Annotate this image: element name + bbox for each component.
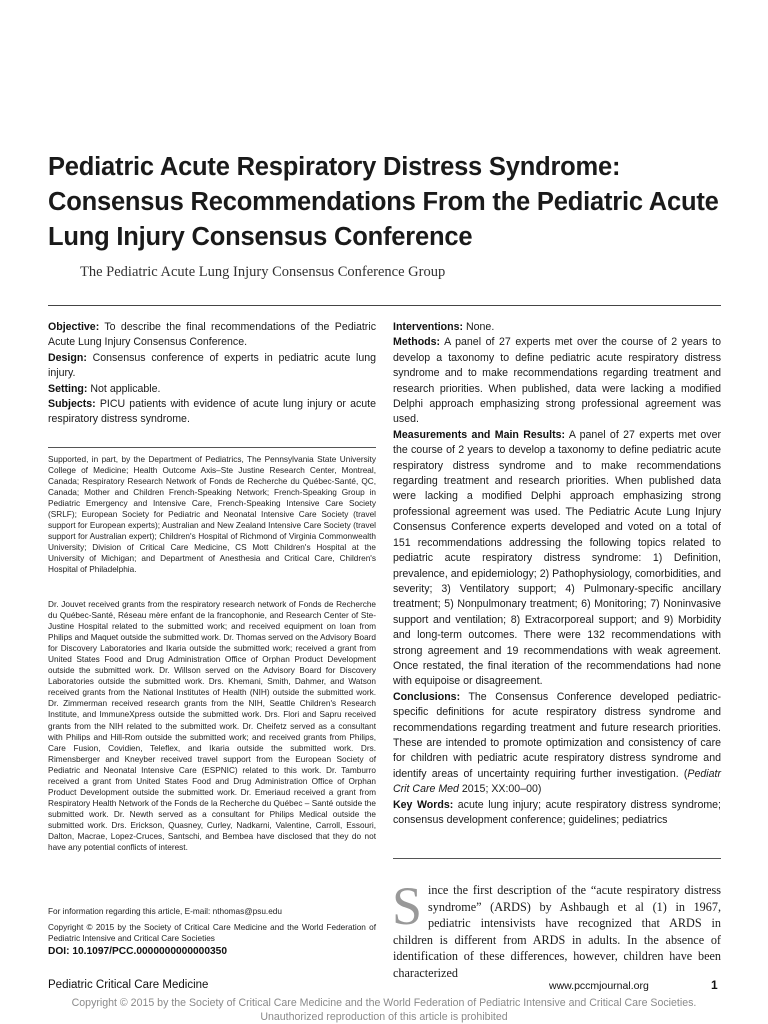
keywords-text: acute lung injury; acute respiratory distress syndrome; consensus development conference; guidelines; pediatrics: [393, 798, 722, 826]
objective-label: Objective:: [48, 321, 100, 333]
methods-label: Methods:: [393, 336, 441, 349]
copyright-notice-line-2: Unauthorized reproduction of this article is prohibited: [260, 1011, 508, 1023]
citation-details: 2015; XX:00–00): [458, 783, 542, 796]
setting-text: Not applicable.: [90, 382, 161, 395]
conclusions-text: The Consensus Conference developed pediatric-specific definitions for acute respiratory distress syndrome and recommendations regarding treatment and future research priorities. These are intended to promote optimization and consistency of care for children with pediatric acute respiratory distress syndrome and identify areas of uncertainty requiring further investigation.: [393, 690, 721, 780]
contact-text: For information regarding this article, E-mail: nthomas@psu.edu: [48, 907, 282, 916]
keywords-label: Key Words:: [393, 798, 454, 811]
drop-cap: S: [392, 876, 423, 936]
citation-journal: Pediatr Crit Care Med: [393, 767, 721, 796]
author-group: The Pediatric Acute Lung Injury Consensus Conference Group: [80, 264, 446, 280]
abstract-subjects: [48, 397, 376, 428]
setting-label: Setting:: [48, 382, 88, 395]
introduction-paragraph: [392, 876, 721, 982]
abstract-interventions: [393, 320, 721, 335]
right-column-divider: [393, 858, 721, 859]
subjects-text: PICU patients with evidence of acute lung injury or acute respiratory distress syndrome.: [48, 398, 376, 426]
conclusions-label: Conclusions:: [393, 690, 461, 703]
interventions-label: Interventions:: [393, 321, 464, 333]
footer-journal-name: Pediatric Critical Care Medicine: [48, 979, 209, 991]
abstract-conclusions: Conclusions: The Consensus Conference developed pediatric-specific definitions for acute respiratory distress syndrome and recommendations regarding treatment and future research priorities. These are intended to promote optimization and consistency of care for children with pediatric acute respiratory distress syndrome and identify areas of uncertainty requiring further investigation. (Pediatr Crit Care Med 2015; XX:00–00): [393, 690, 721, 796]
objective-text: To describe the final recommendations of the Pediatric Acute Lung Injury Consensus Conference.: [48, 321, 376, 349]
funding-statement: [48, 454, 376, 576]
doi: DOI: 10.1097/PCC.0000000000000350: [48, 946, 227, 957]
article-title: Pediatric Acute Respiratory Distress Syndrome: Consensus Recommendations From the Pediatric Acute Lung Injury Consensus Conference: [48, 153, 719, 251]
abstract-results: [393, 428, 721, 690]
copyright-text: Copyright © 2015 by the Society of Critical Care Medicine and the World Federation of Pediatric Intensive and Critical Care Societies: [48, 923, 376, 944]
results-text: A panel of 27 experts met over the course of 2 years to develop a taxonomy to define pediatric acute respiratory distress syndrome and to make recommendations regarding treatment and research priorities. When published data were lacking a modified Delphi approach emphasizing strong professional agreement was used. The Pediatric Acute Lung Injury Consensus Conference experts developed and voted on a total of 151 recommendations addressing the following topics related to pediatric acute respiratory distress syndrome: 1) Definition, prevalence, and epidemiology; 2) Pathophysiology, comorbidities, and severity; 3) Ventilatory support; 4) Pulmonary-specific ancillary treatment; 5) Nonpulmonary treatment; 6) Monitoring; 7) Noninvasive support and ventilation; 8) Extracorporeal support; and 9) Morbidity and long-term outcomes. There were 132 recommendations with strong agreement and 19 recommendations with weak agreement. Once restated, the final iteration of the recommendations had none with equipoise or disagreement.: [393, 428, 721, 688]
abstract-design: [48, 351, 376, 382]
left-column-divider: [48, 447, 376, 448]
copyright-notice: [0, 996, 768, 1024]
copyright-notice-line-1: Copyright © 2015 by the Society of Critical Care Medicine and the World Federation of Pediatric Intensive and Critical Care Societies.: [71, 997, 697, 1009]
methods-text: A panel of 27 experts met over the course of 2 years to develop a taxonomy to define pediatric acute respiratory distress syndrome and to make recommendations regarding treatment and research priorities. When published, data were lacking a modified Delphi approach emphasizing strong professional agreement was used.: [393, 336, 722, 426]
footer-website: www.pccmjournal.org: [549, 980, 649, 992]
disclosure-text: Dr. Jouvet received grants from the respiratory research network of Fonds de Recherche du Québec-Santé, Réseau mère enfant de la francophonie, and Research Center of Ste-Justine Hospital related to the submitted work; and received equipment on loan from Philips and Maquet outside the submitted work. Dr. Thomas served on the Advisory Board for Discovery Laboratories and Ikaria outside the submitted work; received a grant from United States Food and Drug Administration Office of Orphan Product Development outside the submitted work. Dr. Willson served on the Advisory Board for Discovery Laboratories outside the submitted work. Drs. Khemani, Smith, Dahmer, and Watson received grants from the National Institutes of Health (NIH) outside the submitted work. Dr. Zimmerman received research grants from the NIH, Seattle Children's Research Institute, and ImmuneXpress outside the submitted work. Drs. Flori and Sapru received grants from the NIH related to the submitted work. Dr. Cheifetz served as a consultant with Philips and Hill-Rom outside the submitted work; and received grants from Philips, Care Fusion, Covidien, Teleflex, and Ikaria outside the submitted work. Drs. Rimensberger and Kneyber received travel support from the European Society of Pediatric and Neonatal Intensive Care (ESPNIC) related to this work. Dr. Tamburro received a grant from United States Food and Drug Administration Office of Orphan Product Development outside the submitted work. Dr. Emeriaud received a grant from Respiratory Health Network of the Fonds de la Recherche du Québec – Santé outside the submitted work. Dr. Newth served as a consultant for Philips Medical outside the submitted work. Drs. Erickson, Quasney, Curley, Nadkarni, Valentine, Carroll, Essouri, Dalton, Macrae, Lopez-Cruces, Santschi, and Bembea have disclosed that they do not have any potential conflicts of interest.: [48, 600, 376, 853]
interventions-text: None.: [466, 321, 495, 333]
copyright-statement: [48, 922, 376, 944]
design-label: Design:: [48, 351, 87, 364]
abstract-setting: [48, 382, 376, 397]
page-number: 1: [711, 978, 718, 992]
header-divider: [48, 305, 721, 306]
abstract-objective: [48, 320, 376, 351]
funding-text: Supported, in part, by the Department of Pediatrics, The Pennsylvania State University College of Medicine; Health Outcome Axis–Ste Justine Research Center, Montreal, Canada; Respiratory Research Network of Fonds de Recherche du Québec-Santé, QC, Canada; Mother and Children French-Speaking Network; French-Speaking Group in Pediatric Emergency and Intensive Care, French-Speaking Intensive Care Society (SRLF); European Society for Pediatric and Neonatal Intensive Care Society (travel support for European experts); Australian and New Zealand Intensive Care Society (travel support for Australian expert); Children's Hospital of Richmond of Virginia Commonwealth University; Division of Critical Care Medicine, CS Mott Children's Hospital at the University of Michigan; and Department of Anesthesia and Critical Care, Children's Hospital of Philadelphia.: [48, 455, 376, 575]
abstract-right-column: [393, 320, 721, 828]
subjects-label: Subjects:: [48, 398, 96, 411]
introduction-text: ince the first description of the “acute respiratory distress syndrome” (ARDS) by Ashbaugh et al (1) in 1967, pediatric intensivists have recognized that ARDS in children is different from ARDS in adults. In the absence of identification of these differences, however, children have been characterized: [393, 883, 721, 980]
abstract-methods: [393, 335, 721, 427]
abstract-left-column: [48, 320, 376, 428]
contact-info: [48, 906, 376, 917]
design-text: Consensus conference of experts in pediatric acute lung injury.: [48, 351, 376, 380]
abstract-keywords: [393, 798, 721, 829]
disclosure-statement: [48, 599, 376, 853]
results-label: Measurements and Main Results:: [393, 428, 566, 441]
